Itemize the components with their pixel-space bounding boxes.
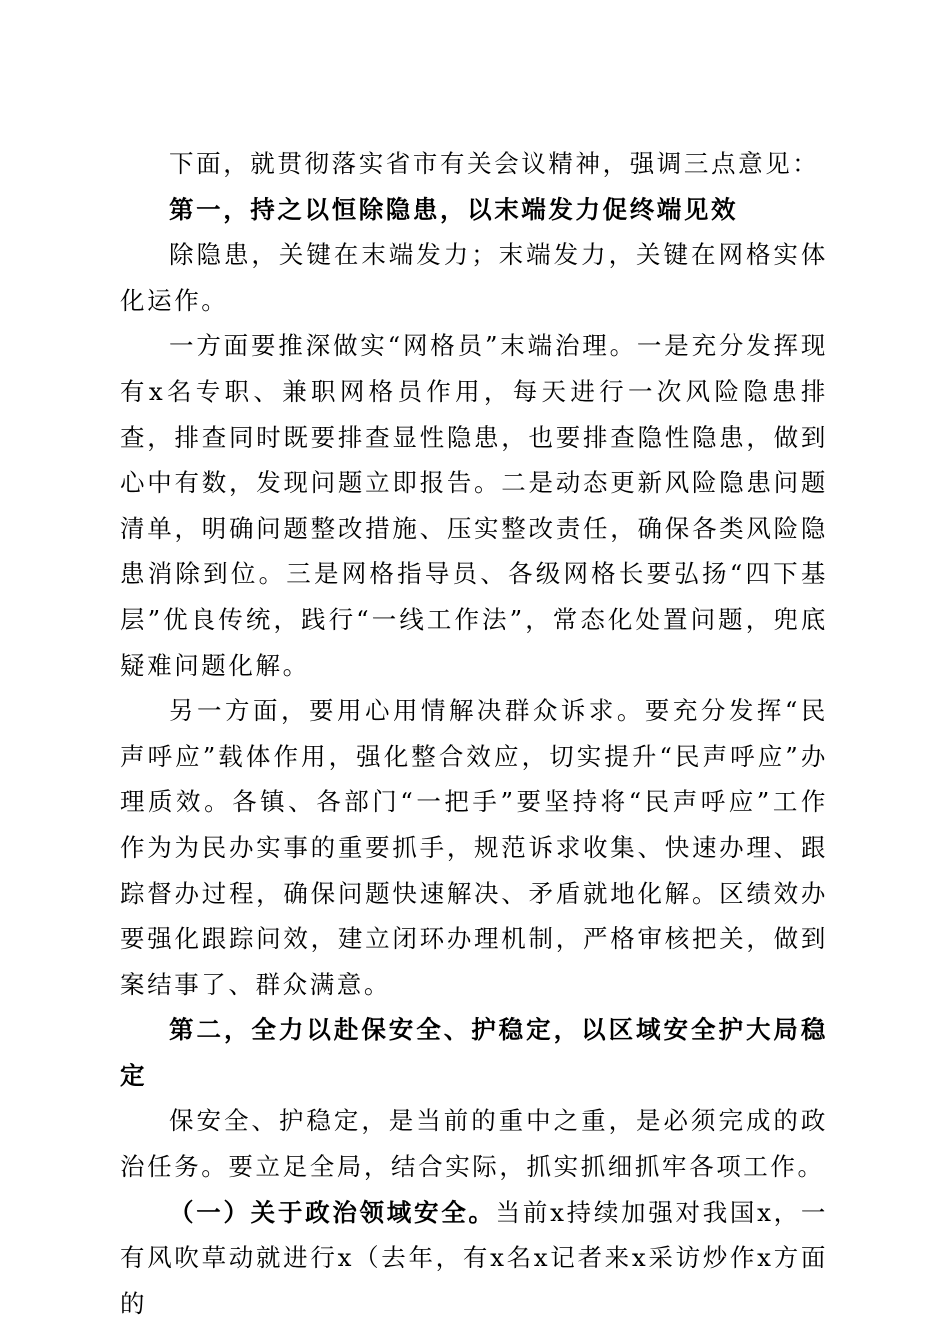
section-heading-1: 第一，持之以恒除隐患，以末端发力促终端见效 xyxy=(169,194,739,224)
paragraph-5 xyxy=(120,1190,828,1327)
paragraph-5-text: 当前x持续加强对我国x，一有风吹草动就进行x（去年，有x名x记者来x采访炒作x方面的 xyxy=(120,1197,829,1318)
section-heading-2: 第二，全力以赴保安全、护稳定，以区域安全护大局稳定 xyxy=(120,1015,828,1090)
subsection-lead: （一）关于政治领域安全。 xyxy=(169,1197,496,1227)
paragraph-3: 另一方面，要用心用情解决群众诉求。要充分发挥“民声呼应”载体作用，强化整合效应，切实提升“民声呼应”办理质效。各镇、各部门“一把手”要坚持将“民声呼应”工作作为为民办实事的重要抓手，规范诉求收集、快速办理、跟踪督办过程，确保问题快速解决、矛盾就地化解。区绩效办要强化跟踪问效，建立闭环办理机制，严格审核把关，做到案结事了、群众满意。 xyxy=(120,696,828,999)
paragraph-intro: 下面，就贯彻落实省市有关会议精神，强调三点意见： xyxy=(169,149,820,178)
paragraph-1: 除隐患，关键在末端发力；末端发力，关键在网格实体化运作。 xyxy=(120,240,828,315)
paragraph-4: 保安全、护稳定，是当前的重中之重，是必须完成的政治任务。要立足全局，结合实际，抓实抓细抓牢各项工作。 xyxy=(120,1106,828,1182)
document-body xyxy=(120,141,828,1326)
paragraph-2: 一方面要推深做实“网格员”末端治理。一是充分发挥现有x名专职、兼职网格员作用，每天进行一次风险隐患排查，排查同时既要排查显性隐患，也要排查隐性隐患，做到心中有数，发现问题立即报告。二是动态更新风险隐患问题清单，明确问题整改措施、压实整改责任，确保各类风险隐患消除到位。三是网格指导员、各级网格长要弘扬“四下基层”优良传统，践行“一线工作法”，常态化处置问题，兜底疑难问题化解。 xyxy=(120,331,828,680)
